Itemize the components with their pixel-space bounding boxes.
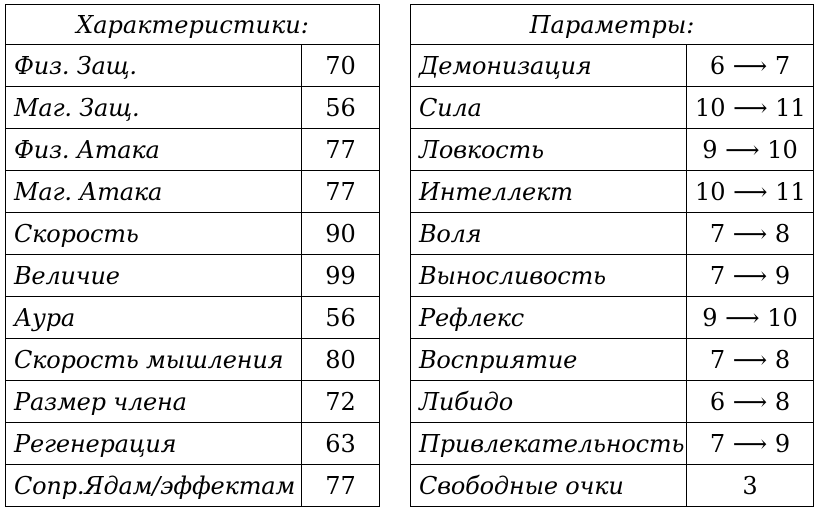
parameter-row-label: Интеллект [411, 171, 687, 213]
characteristic-row [6, 213, 380, 255]
characteristic-row [6, 255, 380, 297]
characteristics-table [5, 4, 380, 507]
characteristic-row-value: 70 [302, 45, 380, 87]
characteristic-row-label: Регенерация [6, 423, 302, 465]
characteristic-row-value: 72 [302, 381, 380, 423]
parameter-row-value: 7 ⟶ 8 [687, 339, 814, 381]
parameter-row-label: Воля [411, 213, 687, 255]
characteristic-row [6, 339, 380, 381]
parameter-row-label: Сила [411, 87, 687, 129]
characteristic-row-label: Размер члена [6, 381, 302, 423]
characteristics-header: Характеристики: [6, 5, 380, 45]
parameter-row-label: Либидо [411, 381, 687, 423]
parameter-row-label: Восприятие [411, 339, 687, 381]
parameter-row-value: 6 ⟶ 8 [687, 381, 814, 423]
characteristic-row-label: Маг. Защ. [6, 87, 302, 129]
parameter-row-label: Свободные очки [411, 465, 687, 507]
parameter-row [411, 129, 814, 171]
parameter-row-value: 6 ⟶ 7 [687, 45, 814, 87]
characteristic-row [6, 297, 380, 339]
characteristic-row-label: Скорость [6, 213, 302, 255]
characteristic-row [6, 129, 380, 171]
parameter-row-value: 10 ⟶ 11 [687, 171, 814, 213]
parameter-row [411, 255, 814, 297]
parameter-row [411, 423, 814, 465]
characteristic-row-label: Величие [6, 255, 302, 297]
characteristic-row-value: 80 [302, 339, 380, 381]
parameter-row-label: Ловкость [411, 129, 687, 171]
parameter-row [411, 465, 814, 507]
characteristic-row-value: 56 [302, 87, 380, 129]
characteristic-row [6, 87, 380, 129]
characteristics-header-row [6, 5, 380, 45]
parameter-row-value: 10 ⟶ 11 [687, 87, 814, 129]
characteristic-row-value: 77 [302, 129, 380, 171]
characteristic-row [6, 381, 380, 423]
characteristic-row-label: Физ. Защ. [6, 45, 302, 87]
characteristic-row-value: 63 [302, 423, 380, 465]
parameter-row-value: 7 ⟶ 9 [687, 423, 814, 465]
parameter-row [411, 213, 814, 255]
parameters-table [410, 4, 814, 507]
characteristic-row-label: Физ. Атака [6, 129, 302, 171]
characteristic-row-label: Маг. Атака [6, 171, 302, 213]
characteristic-row-label: Сопр.Ядам/эффектам [6, 465, 302, 507]
characteristic-row-label: Аура [6, 297, 302, 339]
parameter-row-label: Рефлекс [411, 297, 687, 339]
characteristic-row [6, 465, 380, 507]
characteristic-row [6, 171, 380, 213]
parameter-row-value: 9 ⟶ 10 [687, 297, 814, 339]
characteristic-row-label: Скорость мышления [6, 339, 302, 381]
characteristic-row-value: 99 [302, 255, 380, 297]
parameter-row [411, 87, 814, 129]
parameter-row-value: 9 ⟶ 10 [687, 129, 814, 171]
parameter-row [411, 171, 814, 213]
parameter-row [411, 297, 814, 339]
parameter-row-value: 3 [687, 465, 814, 507]
characteristic-row-value: 90 [302, 213, 380, 255]
parameter-row-label: Демонизация [411, 45, 687, 87]
parameter-row-value: 7 ⟶ 9 [687, 255, 814, 297]
characteristic-row [6, 423, 380, 465]
parameter-row-value: 7 ⟶ 8 [687, 213, 814, 255]
characteristic-row [6, 45, 380, 87]
characteristic-row-value: 77 [302, 465, 380, 507]
parameters-header: Параметры: [411, 5, 814, 45]
parameters-header-row [411, 5, 814, 45]
characteristic-row-value: 77 [302, 171, 380, 213]
parameter-row [411, 339, 814, 381]
parameter-row-label: Выносливость [411, 255, 687, 297]
parameter-row-label: Привлекательность [411, 423, 687, 465]
characteristic-row-value: 56 [302, 297, 380, 339]
parameter-row [411, 381, 814, 423]
parameter-row [411, 45, 814, 87]
